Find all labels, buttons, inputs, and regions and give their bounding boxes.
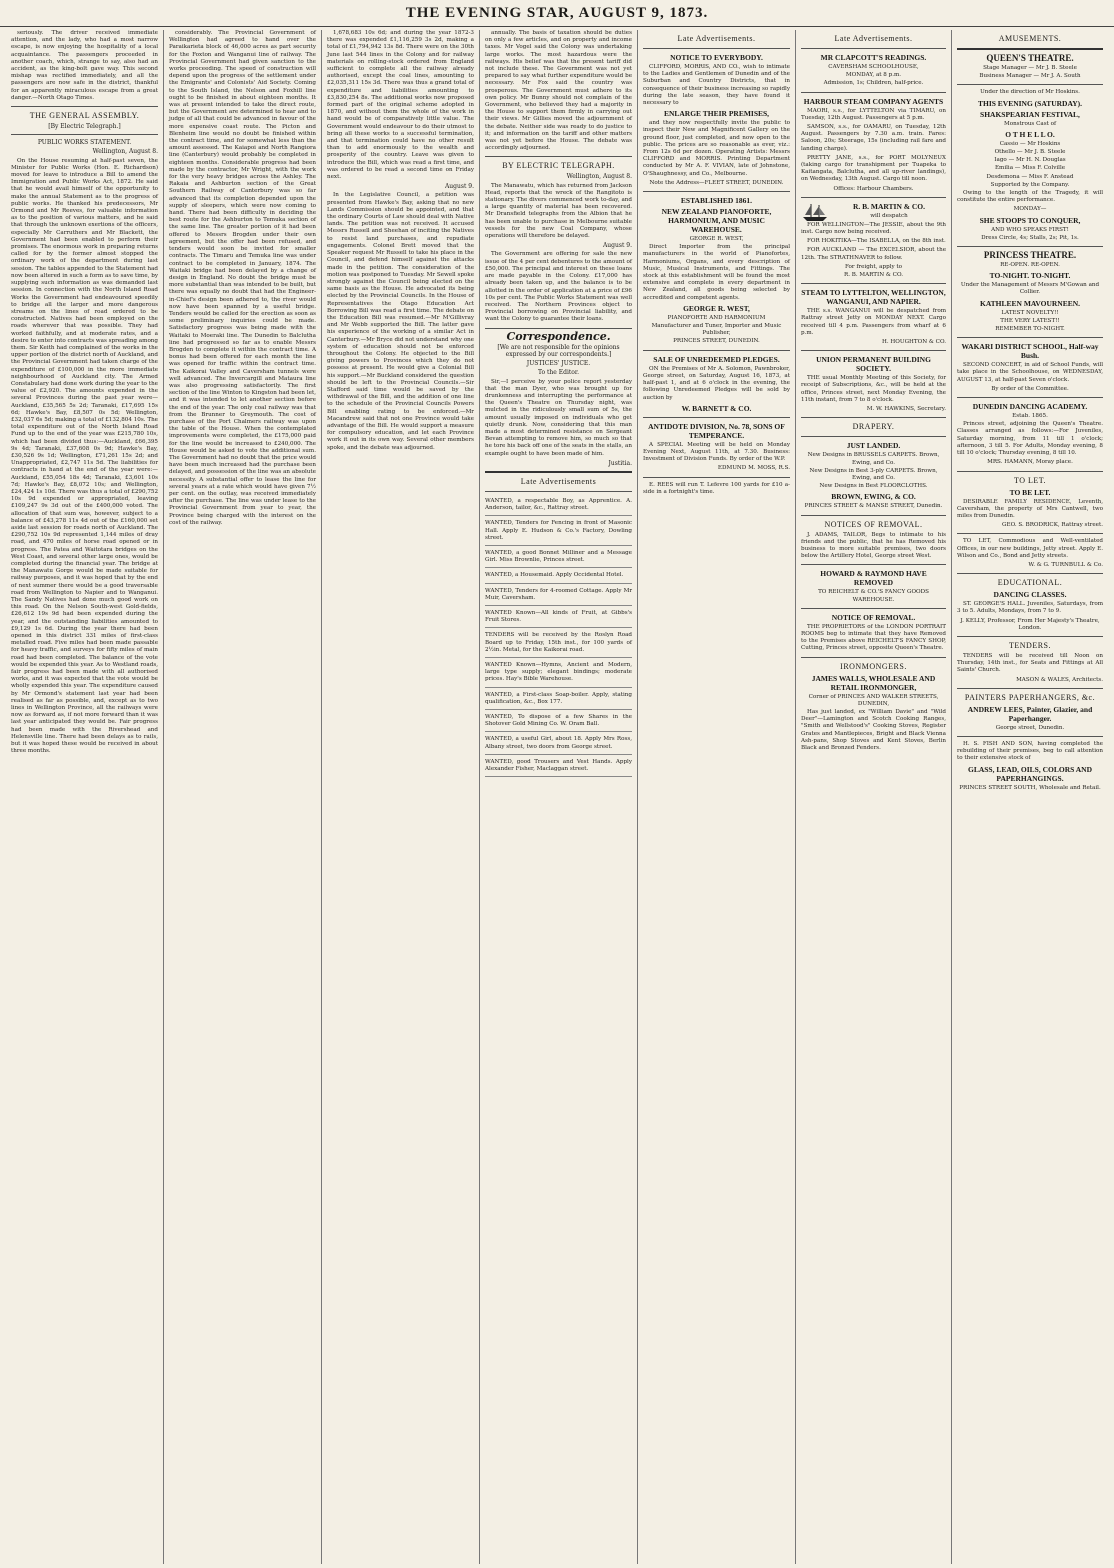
masthead — [0, 0, 1114, 27]
divider — [801, 283, 946, 284]
merchant-name: BROWN, EWING, & CO. — [831, 492, 916, 502]
merchant-address: PRINCES STREET & MANSE STREET, Dunedin. — [804, 503, 943, 510]
theatre-name: PRINCESS THEATRE. — [983, 250, 1077, 261]
divider — [957, 736, 1103, 737]
divider — [643, 477, 790, 478]
ad-text: WANTED, a First-class Soap-boiler. Apply, stating qualification, &c., Box 177. — [485, 691, 632, 705]
classified-ad — [485, 690, 632, 710]
ad-text: WANTED Known—All kinds of Fruit, at Gibbs's Fruit Stores. — [485, 610, 632, 624]
article-body: considerably. The Provincial Government of Wellington had agreed to hand over the Paraikarieta block of 46,000 acres as part security for the Foxton and Wanganui line of railway. The Provincial Government had given sanction to the works proceeding. The speed of construction will depend upon the progress of the settlement under the Emigrants' and Colonists' Aid Society. Coming to the South Island, the Nelson and Foxhill line ought to be finished in about eighteen months. It was at present intended to take the direct route, but the Government are determined to hear and to judge of all that could be advanced in favour of the more expensive coast route. The Picton and Blenheim line would no doubt be finished within the contract time, and for somewhat less than the amount assessed. The Kaiapoi and North Rangiora line (Canterbury) would probably be completed in eighteen months. Considerable progress had been made by the contractor, Mr Wright, with the work for the very heavy bridges across the Ashley. The Rakaia and Ashburton section of the Great Southern Railway of Canterbury was so far advanced that its completion depended upon the supply of sleepers, which were now coming to hand. There had been difficulty in deciding the best route for the Ashburton to Temuka section of the same line. The greater portion of it had been offered to Messrs Brogden under their own agreement, but the offer had been refused, and tenders would soon be invited for smaller contracts. The Timaru and Temuka line was under contract to be completed in January, 1874. The Waitaki bridge had been delayed by a change of design in England. No doubt the bridge must be more substantial than was intended to be built, but there was equally no doubt that had the Engineer-in-Chief's design been adhered to, the river would now have been spanned by a useful bridge. Tenders would be called for the erection as soon as some preliminary inquiries could be made. Satisfactory progress was being made with the Waitaki to Moeraki line. The Dunedin to Balclutha line had progressed so far as to enable Messrs Brogden to complete it within the contract time. A bonus had been offered for each month the line was opened for traffic within the contract time. The Kaikorai Valley and Caversham tunnels were well advanced. The Invercargill and Mataura line was also progressing satisfactorily. The first section of the line Winton to Kingston had been let, and it was intended to let another section before the end of the year. The only coal railway was that from the Brunner to Greymouth. The cost of purchase of the Port Chalmers railway was upon the table of the House. When the contemplated improvements were completed, the £175,000 paid for the line would be increased to £240,000. The House would be asked to vote the additional sum. The Government had no doubt that the price would have been much increased had the purchase been delayed, and possession of the line was an absolute necessity. A substantial offer to lease the line for several years at a rate which would have given 7½ per cent. on the outlay, was received immediately after the purchase. The line was under lease to the Provincial Government from year to year, the Province being charged with the interest on the cost of the railway. — [169, 30, 316, 526]
steamer-title: STEAM TO LYTTELTON, WELLINGTON, WANGANUI, AND NAPIER. — [801, 288, 946, 307]
divider — [957, 337, 1103, 338]
sale-title: SALE OF UNREDEEMED PLEDGES. — [653, 354, 780, 364]
ad-line: New Designs in BRUSSELS CARPETS. Brown, Ewing, and Co. — [807, 452, 940, 466]
architects-name: MASON & WALES, Architects. — [1016, 676, 1103, 683]
divider — [643, 350, 790, 351]
ticket-prices: Dress Circle, 4s; Stalls, 2s; Pit, 1s. — [981, 234, 1079, 241]
dateline: Wellington, August 8. — [566, 173, 632, 181]
column-5 — [638, 30, 796, 1564]
merchant-trade: Manufacturer and Tuner, Importer and Music Publisher, — [651, 323, 782, 337]
performance-date: THIS EVENING (SATURDAY). — [978, 98, 1082, 108]
newspaper-columns — [6, 30, 1108, 1564]
concert-body: SECOND CONCERT, in aid of School Funds, will take place in the Schoolhouse, on WEDNESDAY, AUGUST 13, at half-past Seven o'clock. — [957, 362, 1103, 383]
divider — [957, 48, 1103, 50]
play-title: SHE STOOPS TO CONQUER, — [979, 215, 1081, 225]
event-time: MONDAY, at 8 p.m. — [845, 72, 902, 79]
divider — [801, 515, 946, 516]
event-price: Admission, 1s; Children, half-price. — [823, 80, 924, 87]
divider — [801, 436, 946, 437]
classified-ad — [485, 548, 632, 568]
category-heading: TO LET. — [1013, 475, 1047, 485]
sailing-ship-icon — [801, 202, 829, 222]
professor-name: J. KELLY, Professor, From Her Majesty's Theatre, London. — [960, 617, 1100, 631]
meeting-signature: EDMUND M. MOSS, R.S. — [717, 465, 790, 472]
merchant-address: Corner of PRINCES AND WALKER STREETS, DUNEDIN, — [808, 693, 939, 707]
ad-text: WANTED, Tenders for Fencing in front of Masonic Hall. Apply E. Hudson & Co.'s Factory, Dowling street. — [485, 520, 632, 541]
let-body: DESIRABLE FAMILY RESIDENCE, Leventh, Caversham, the property of Mrs Cantwell, two miles from Dunedin. — [957, 498, 1103, 519]
ad-text: WANTED, To dispose of a few Shares in the Shotover Gold Mining Co. W. Oram Ball. — [485, 714, 632, 728]
offices-line: Offices: Harbour Chambers. — [833, 185, 914, 192]
notice-intro: CLIFFORD, MORRIS, AND CO., wish to intimate to the Ladies and Gentlemen of Dunedin and of the Suburban and Country Districts, that in consequence of their business increasing so rapidly during the late season, they have found it necessary to — [643, 64, 790, 107]
steamer-body: THE s.s. WANGANUI will be despatched from Rattray street Jetty on MONDAY NEXT. Cargo received till 4 p.m. Passengers from wharf at 6 p.m. — [801, 308, 946, 336]
merchant-stock: GLASS, LEAD, OILS, COLORS AND PAPERHANGINGS. — [968, 764, 1092, 783]
section-heading: THE GENERAL ASSEMBLY. — [29, 111, 140, 121]
letter-salutation: To the Editor. — [537, 369, 580, 377]
column-3 — [322, 30, 480, 1564]
let-body: TO LET, Commodious and Well-ventilated Offices, in our new buildings, Jetty street. Apply E. Wilson and Co., Bond and Jetty streets. — [957, 538, 1103, 559]
notice-address: Note the Address—FLEET STREET, DUNEDIN. — [649, 179, 784, 186]
meeting-title: ANTIDOTE DIVISION, No. 78, SONS OF TEMPERANCE. — [648, 421, 785, 440]
supported-line: Supported by the Company. — [990, 181, 1070, 188]
event-venue: CAVERSHAM SCHOOLHOUSE, — [828, 64, 919, 70]
ad-text: WANTED Known—Hymns, Ancient and Modern, large type supply; elegant bindings; moderate prices. Hay's Bible Warehouse. — [485, 662, 632, 683]
merchant-notice: H. S. FISH AND SON, having completed the rebuilding of their premises, beg to call attention to their extensive stock of — [957, 740, 1103, 762]
divider — [957, 246, 1103, 247]
category-heading: PAINTERS PAPERHANGERS, &c. — [964, 692, 1096, 702]
committee-line: By order of the Committee. — [991, 385, 1069, 392]
society-body: THE usual Monthly Meeting of this Society, for receipt of Subscriptions, &c., will be held at the office, Princes street, next Monday Evening, the 11th instant, from 7 to 8 o'clock. — [801, 375, 946, 403]
play-title: O T H E L L O. — [1005, 129, 1055, 139]
merchant-name: GEORGE R. WEST, — [689, 236, 744, 243]
divider — [957, 636, 1103, 637]
academy-body: Princes street, adjoining the Queen's Theatre. Classes arranged as follows:—For Juveniles, Saturday morning, from 11 till 1 o'clock; afternoon, 3 till 5. For Adults, Monday evening, 8 till 10 o'clock; Thursday evening, 8 till 10. — [957, 421, 1103, 457]
article-opening: seriously. The driver received immediate attention, and the lady, who had a most narrow escape, is now enjoying the hospitality of a local acquaintance. The passengers proceeded in another coach, which, strange to say, also had an accident, as the king-bolt gave way. This second mishap was rectified immediately, and all the passengers are now safe in the district, thankful for an apparently miraculous escape from a great danger.—North Otago Times. — [11, 30, 158, 101]
divider — [643, 417, 790, 418]
divider — [801, 417, 946, 418]
article-body: On the House resuming at half-past seven, the Minister for Public Works (Hon. E. Richardson) moved for leave to introduce a Bill to amend the Immigration and Public Works Act, 1872. He said that he would avail himself of the opportunity to make the annual Statement as to the progress of public works. He thanked his predecessors, Mr Ormond and Mr Reeves, for valuable information as to the position of various matters, and he said that through the unknown exertions of the officers, especially Mr Carruthers and Mr Blackett, the Government had been enabled to perform their promises. The enormous work in preparing returns called for by the former almost stopped the ordinary work of the department during last session. The tables appended to the Statement had now been altered in such a form as to save time, by supplying such information as was demanded last session. In connection with the North Island Road Works the Government had endeavoured speedily to bridge all the larger and more dangerous streams on the lines of road ordered to be constructed. Natives had been employed on the roads wherever that was possible. They had worked faithfully, and at moderate rates, and a desire to enter into contracts was spreading among them. Sir Keith had complained of the works in the upper portion of the district north of Auckland, and the Provincial Government had taken charge of the expenditure of £100,000 in the more immediate neighbourhood of Auckland city. The Armed Constabulary had done work during the year to the value of £2,920. The amounts expended in the several Provinces during the past year were—Auckland, £35,565 5s 2d; Taranaki, £17,695 15s 6d; Hawke's Bay, £8,507 0s 5d; Wellington, £32,037 6s 5d; making a total of £132,804 10s. The total expenditure out of the North Island Road Fund up to the end of the year was £215,780 10s, which had been divided thus:—Auckland, £66,395 9s 4d; Taranaki, £37,608 0s 9d; Hawke's Bay, £30,526 9s 1d; Wellington, £71,261 15s 2d; and Unappropriated, £2,747 11s 5d. The liabilities for contracts in hand at the end of the year were:—Auckland, £55,054 18s 4d; Taranaki, £3,601 10s 7d; Hawke's Bay, £8,072 10s; and Wellington, £24,424 1s 10d. There was thus a total of £290,752 10s 9d expended or appropriated, leaving £109,247 9s 3d out of the £400,000 voted. The allocation of that sum was, however, subject to a balance of £43,278 11s 4d out of the £160,000 set aside last session for roads north of Auckland. The £290,752 10s 9d represented 1,144 miles of dray road, and 470 miles of horse road opened or in progress. The Patea and Waitotara bridges on the West Coast, and several other large ones, would be completed during the financial year. The bridge at the Manawatu Gorge would be made suitable for railway purposes, and it was hoped that by the end of next summer there would be a good traversable road from Wellington to Napier and to Wanganui. The Sandy Natives had done much good work on this road. On the Nelson South-west Gold-fields, £26,612 19s 9d had been expended during the year, and the outstanding liabilities amounted to £9,129 1s 6d. During the year there had been opened in this district 331 miles of first-class metalled road. Five miles had been made passable for heavy traffic, and surveys for fifty miles of main road had been completed. The balance of the vote would be expended this year. As to Westland roads, fair progress had been made with all authorised works, and it was expected that the vote would be wholly expended this year. The expenditure caused by Mr Ormond's statement last year had been realised as far as possible, and, except as to two lines in Wellington Province, all the railways were now as forward as, if not more forward than it was last year anticipated they would be. Fair progress had been made with the Rivershead and Helensville line. There had been delays as to rails, but it was hoped these would be received in about three months. — [11, 157, 158, 755]
sailing-notice: FOR HOKITIKA—The ISABELLA, on the 8th inst. — [807, 238, 946, 245]
established-line: ESTABLISHED 1861. — [680, 196, 753, 206]
ad-text: WANTED, a useful Girl, about 18. Apply Mrs Ross, Albany street, two doors from George street. — [485, 736, 632, 750]
performance-note: Owing to the length of the Tragedy, it will constitute the entire performance. — [957, 190, 1103, 204]
management-line: Under the Management of Messrs M'Gowan and Collier. — [960, 282, 1100, 296]
merchant-name: JAMES WALLS, WHOLESALE AND RETAIL IRONMONGER, — [811, 673, 936, 692]
divider — [957, 573, 1103, 574]
ad-text: WANTED, a Housemaid. Apply Occidental Hotel. — [485, 572, 624, 579]
classified-ad — [485, 518, 632, 546]
divider — [957, 688, 1103, 689]
reopen-line: RE-OPEN. RE-OPEN. — [1000, 262, 1060, 269]
removal-title: NOTICE OF REMOVAL. — [831, 612, 916, 622]
remember-line: REMEMBER TO-NIGHT. — [995, 326, 1065, 333]
article-body: annually. The basis of taxation should be duties on only a few articles, and on property and income taxes. Mr Vogel said the Colony was undertaking large works. The most hazardous were the railways. His belief was that the present tariff did not include these. The Government was not yet prepared to say what further expenditure would be necessary. Mr Fox said the country was prosperous. The Government must adhere to its own policy. Mr Bunny should not complain of the Government, who believed they had a majority in the House to support them firmly in carrying out their views. Mr Gillies moved the adjournment of the debate. Neither side was ready to do justice to it; and information on the tariff and other matters was not yet before the House. The debate was accordingly adjourned. — [485, 30, 632, 152]
merchant-address: PRINCES STREET, DUNEDIN. — [673, 338, 760, 345]
divider — [801, 48, 946, 49]
divider — [801, 657, 946, 658]
merchant-address: PRINCES STREET SOUTH, Wholesale and Retail. — [959, 784, 1101, 791]
correspondence-heading: Correspondence. — [506, 329, 611, 343]
shipping-firm: R. B. MARTIN & CO. — [843, 272, 903, 279]
notice-title: NOTICE TO EVERYBODY. — [670, 53, 763, 62]
play-title: KATHLEEN MAVOURNEEN. — [979, 298, 1080, 308]
category-heading: IRONMONGERS. — [840, 661, 907, 671]
notice-body: and they now respectfully invite the public to inspect their New and Magnificent Gallery on the ground floor, just completed, and now open to the public. The prices are so reasonable as ever, viz.: From 12s 6d per dozen. Operating Artists: Messrs CLIFFORD and MORRIS. Printing Department conducted by Mr A. F. VIVIAN, late of Johnstone, O'Shaughnessy, and Co., Melbourne. — [643, 120, 790, 177]
divider — [957, 397, 1103, 398]
shipping-line: will despatch — [870, 212, 908, 219]
removal-headline: HOWARD & RAYMOND HAVE REMOVED — [820, 569, 927, 588]
novelty-line: LATEST NOVELTY!! — [1001, 309, 1059, 316]
academy-estab: Estab. 1865. — [1012, 413, 1048, 420]
divider — [485, 471, 632, 473]
festival-title: SHAKSPEARIAN FESTIVAL, — [980, 109, 1080, 119]
classes-title: DANCING CLASSES. — [993, 590, 1067, 600]
merchant-name: ANDREW LEES, Painter, Glazier, and Paperhanger. — [967, 704, 1093, 723]
column-7 — [952, 30, 1108, 1564]
shipping-firm: R. B. MARTIN & CO. — [852, 201, 926, 211]
byline: [By Electric Telegraph.] — [48, 123, 121, 131]
auctioneer-name: W. BARNETT & CO. — [681, 403, 752, 413]
category-heading: AMUSEMENTS. — [998, 34, 1062, 43]
merchant-trade: PIANOFORTE AND HARMONIUM — [667, 314, 766, 321]
sailing-notice: FOR AUCKLAND — The EXCELSIOR, about the 12th. The STRATHNAVER to follow. — [801, 247, 946, 261]
merchant-stock: Has just landed, ex "William Davie" and "Wild Deer"—Lamington and Scotch Cooking Ranges, "Smith and Wellstood's" Cooking Stoves, Register Grates and Mantlepieces, Bright and Black Vienna Ash-pans, Shop Stoves and Kent Stoves, Berlin Black and Bronzed Fenders. — [801, 708, 946, 751]
divider — [957, 471, 1103, 472]
theatre-staff: Stage Manager — Mr J. B. Steele — [983, 65, 1077, 71]
tenders-body: TENDERS will be received till Noon on Thursday, 14th inst., for Seats and Fittings at All Saints' Church. — [957, 652, 1103, 674]
category-heading: NOTICES OF REMOVAL. — [824, 519, 923, 529]
classes-body: ST. GEORGE'S HALL. Juveniles, Saturdays, from 3 to 5. Adults, Mondays, from 7 to 9. — [957, 601, 1103, 615]
divider — [801, 608, 946, 609]
ad-text: WANTED, Tenders for 4-roomed Cottage. Apply Mr Muir, Caversham. — [485, 587, 632, 601]
next-performance: MONDAY— — [1013, 206, 1047, 213]
ad-line: New Designs in Best FLOORCLOTHS. — [819, 483, 928, 490]
category-heading: EDUCATIONAL. — [997, 578, 1063, 588]
cast-row: Desdemona — Miss F. Anstead — [986, 173, 1074, 180]
novelty-line: THE VERY LATEST!! — [1000, 317, 1060, 324]
dateline: August 9. — [444, 183, 474, 191]
merchant-name: GEORGE R. WEST, — [683, 303, 750, 313]
ad-line: New Designs in Best 3-ply CARPETS. Brown, Ewing, and Co. — [809, 467, 938, 481]
ad-body: Direct Importer from the principal manufacturers in the world of Pianofortes, Harmoniums, Organs, and every description of Music, Musical Instruments, and Fittings. The stock at this establishment will be found the most extensive and complete in every department in New Zealand, all goods being selected by accredited and competent agents. — [643, 244, 790, 301]
agent-name: GEO. S. BRODRICK, Rattray street. — [1002, 522, 1103, 529]
academy-title: DUNEDIN DANCING ACADEMY. — [972, 402, 1088, 412]
removal-destination: TO REICHELT & CO.'S FANCY GOODS WAREHOUSE. — [818, 589, 929, 603]
dateline: August 9. — [602, 242, 632, 250]
subsection-heading: PUBLIC WORKS STATEMENT. — [37, 139, 132, 147]
meeting-body: A SPECIAL Meeting will be held on Monday Evening Next, August 11th, at 7.30. Business: Investment of Division Funds. By order of the W.P. — [643, 441, 790, 463]
classified-ad — [485, 586, 632, 606]
sale-body: ON the Premises of Mr A. Solomon, Pawnbroker, George street, on Saturday, August 16, 1873, at half-past 1, and at 6 o'clock in the evening, the following Unredeemed Pledges will be sold by auction by — [643, 365, 790, 401]
ad-headline: JUST LANDED. — [846, 441, 901, 451]
category-heading: DRAPERY. — [852, 422, 895, 432]
classified-ad — [485, 630, 632, 658]
divider — [11, 134, 158, 135]
cast-row: Cassio — Mr Hoskins — [999, 140, 1061, 147]
letter-signature: Justitia. — [608, 459, 632, 467]
ad-text: WANTED, a respectable Boy, as Apprentice. A. Anderson, tailor, &c., Rattray street. — [485, 497, 632, 512]
theatre-staff: Business Manager — Mr J. A. South — [979, 73, 1081, 80]
school-title: WAKARI DISTRICT SCHOOL, Half-way Bush. — [961, 342, 1099, 361]
divider — [957, 84, 1103, 85]
shipping-ad — [801, 202, 946, 222]
article-body: In the Legislative Council, a petition was presented from Hawke's Bay, asking that no new Lands Commission should be appointed, and that the ordinary Courts of Law should deal with Native lands. The petition was not received. It accused Messrs Russell and Sheehan of inciting the Natives to resist land purchases, and repudiate engagements. Colonel Brett moved that the Speaker request Mr Russell to take his place in the Council, and defend himself against the attacks made in the petition. The consideration of the motion was postponed to Tuesday. Mr Sewell spoke strongly against the Council being elected on the same basis as the House. He advocated its being elected by the Provincial Councils. In the House of Representatives the Otago Education Act Borrowing Bill was read a first time. The debate on the Education Bill was resumed.—Mr M'Gillivray and Mr Webb supported the Bill. The latter gave his experience of the working of a similar Act in Canterbury.—Mr Bryce did not understand why one system of education should not be enforced throughout the Colony. He objected to the Bill giving powers to Provinces which they do not possess at present. He would give a Colonial Bill his support.—Mr Buckland considered the question should be left to the Provincial Councils.—Sir Stafford said time would be saved by the withdrawal of the Bill, and the addition of one line to the schedule of the Provincial Councils Powers Bill enabling rating to be enforced.—Mr Macandrew said that not one Province would take advantage of the Bill. He would support a measure for compulsory education, and let each Province work it out in its own way. Several other members spoke, and the debate was adjourned. — [327, 192, 474, 451]
article-body: The Government are offering for sale the new issue of the 4 per cent debentures to the amount of £50,000. The principal and interest on these loans are made payable in the Colony. £17,000 has already been taken up, and the balance is to be allotted in the order of application at a price of £96 10s per cent. The Public Works Statement was well received. The Northern Provinces object to Provincial borrowing on Provincial liability, and want the Colony to guarantee their loans. — [485, 251, 632, 323]
wager-notice: E. REES will run T. Lefevre 100 yards for £10 a-side in a fortnight's time. — [643, 481, 790, 495]
article-body: The Manawatu, which has returned from Jackson Head, reports that the wreck of the Rangitoto is stationary. The divers commenced work to-day, and a large quantity of material has been recovered. Mr Dransfield telegraphs from the Albion that he has been unable to purchase in Melbourne suitable vessels for the new Coal Company, whose operations will therefore be delayed. — [485, 182, 632, 240]
merchant-address: George street, Dunedin. — [995, 724, 1065, 731]
cast-row: Othello — Mr J. B. Steele — [994, 149, 1066, 156]
classified-ad — [485, 496, 632, 516]
freight-line: For freight, apply to — [844, 263, 903, 270]
removal-notice: J. ADAMS, TAILOR, Begs to intimate to his friends and the public, that he has Removed his business to more suitable premises, two doors below the Artillery Hotel, George street West. — [801, 531, 946, 560]
cast-row: Emilia — Miss F. Colville — [994, 165, 1066, 172]
divider — [801, 564, 946, 565]
ads-heading: Late Advertisements. — [677, 34, 756, 43]
column-6 — [796, 30, 952, 1564]
tonight-line: TO-NIGHT. TO-NIGHT. — [989, 271, 1071, 281]
sailing-notice: MAORI, s.s., for LYTTELTON via TIMARU, on Tuesday, 12th August. Passengers at 5 p.m. — [801, 107, 946, 121]
article-body: 1,678,683 10s 6d; and during the year 1872-3 there was expended £1,116,259 3s 2d, making a total of £1,794,942 13s 8d. There were on the 30th June last 544 lines in the Colony and for railway materials on rolling-stock ordered from England sufficient to complete all the railway already authorised, except the coal lines, amounting to £2,035,311 15s 3d. There was thus a grand total of expenditure and liabilities amounting to £3,830,254 8s. The additional works now proposed formed part of the original scheme adopted in 1870, and without them the whole of the work in hand would be of comparatively little value. The Government would endeavour to do their utmost to bring all these works to a successful termination, and that termination could have no other result than to add enormously to the wealth and prosperity of the country. Leave was given to introduce the Bill, which was read a first time, and was ordered to be read a second time on Friday next. — [327, 30, 474, 181]
classified-ad — [485, 734, 632, 754]
removal-notice: THE PROPRIETORS of the LONDON PORTRAIT ROOMS beg to intimate that they have Removed to the Premises above REICHELT'S FANCY SHOP, Cutting, Princes street, opposite Queen's Theatre. — [801, 623, 946, 652]
newspaper-title: THE EVENING STAR, AUGUST 9, 1873. — [405, 5, 709, 21]
agent-name: H. HOUGHTON & CO. — [881, 339, 946, 346]
divider — [957, 533, 1103, 534]
society-title: UNION PERMANENT BUILDING SOCIETY. — [816, 355, 931, 374]
column-2 — [164, 30, 322, 1564]
divider — [11, 106, 158, 107]
shipping-agents: HARBOUR STEAM COMPANY AGENTS — [803, 96, 944, 106]
divider — [643, 191, 790, 192]
ad-text: WANTED, a good Bonnet Milliner and a Message Girl. Miss Brownlie, Princes street. — [485, 549, 632, 564]
ads-heading: Late Advertisements. — [834, 34, 913, 43]
notice-headline: ENLARGE THEIR PREMISES, — [663, 109, 770, 119]
sailing-notice: FOR WELLINGTON—The JESSIE, about the 9th inst. Cargo now being received. — [801, 221, 946, 236]
column-1 — [6, 30, 164, 1564]
classified-ad — [485, 608, 632, 628]
editorial-note: [We are not responsible for the opinions expressed by our correspondents.] — [497, 343, 620, 358]
classified-ad — [485, 712, 632, 732]
divider — [801, 350, 946, 351]
sailing-notice: SAMSON, s.s., for OAMARU, on Tuesday, 12th August. Passengers by 7.30 a.m. train. Fares: Saloon, 20s; Steerage, 15s (including rail fare and landing charge). — [801, 124, 946, 152]
ads-heading: Late Advertisements — [520, 476, 597, 486]
ad-text: WANTED, good Trousers and Vest Hands. Apply Alexander Fisher, Maclaggan street. — [485, 758, 632, 773]
ad-title: NEW ZEALAND PIANOFORTE, HARMONIUM, AND MUSIC WAREHOUSE. — [661, 207, 772, 235]
society-secretary: M. W. HAWKINS, Secretary. — [866, 406, 946, 413]
letter-title: JUSTICES' JUSTICE. — [526, 360, 591, 368]
column-4 — [480, 30, 638, 1564]
event-title: MR CLAPCOTT'S READINGS. — [820, 53, 927, 62]
cast-intro: Monstrous Cast of — [1003, 120, 1057, 127]
let-title: TO BE LET. — [1009, 487, 1051, 497]
sailing-notice: PRETTY JANE, s.s., for PORT MOLYNEUX (taking cargo for transhipment per Tuapeka to Kaitangata, Balclutha, and all up-river landings), on Wednesday, 13th August. Cargo till noon. — [801, 154, 946, 183]
divider — [485, 156, 632, 157]
divider — [485, 491, 632, 492]
cast-row: Iago — Mr H. N. Douglas — [994, 157, 1066, 164]
divider — [643, 48, 790, 49]
category-heading: TENDERS. — [1009, 640, 1051, 650]
academy-proprietor: MRS. HAMANN, Moray place. — [987, 459, 1073, 466]
divider — [801, 92, 946, 93]
dateline: Wellington, August 8. — [92, 148, 158, 156]
classified-ad — [485, 660, 632, 688]
ad-text: TENDERS will be received by the Roslyn Road Board up to Friday, 15th inst., for 100 yards of 2½in. Metal, for the Kaikorai road. — [485, 632, 632, 653]
play-subtitle: AND WHO SPEAKS FIRST! — [991, 226, 1069, 233]
classified-ad — [485, 570, 632, 583]
theatre-name: QUEEN'S THEATRE. — [986, 53, 1074, 63]
agent-name: W. & G. TURNBULL & Co. — [1028, 561, 1103, 568]
classified-ad — [485, 757, 632, 777]
divider — [485, 328, 632, 329]
direction-line: Under the direction of Mr Hoskins. — [980, 89, 1080, 96]
divider — [801, 197, 946, 198]
letter-body: Sir,—I perceive by your police report yesterday that the man Dyer, who was brought up for drunkenness and interrupting the performance at the Queen's Theatre on Thursday night, was mulcted in the ridiculously small sum of 5s, the amount usually imposed on individuals who get quietly drunk. Now, considering that this man made a most determined resistance on Sergeant Bevan attempting to remove him, so much so that he tore his back off one of the seats in the stalls, an example ought to have been made of him. — [485, 378, 632, 457]
section-heading: BY ELECTRIC TELEGRAPH. — [502, 161, 615, 171]
